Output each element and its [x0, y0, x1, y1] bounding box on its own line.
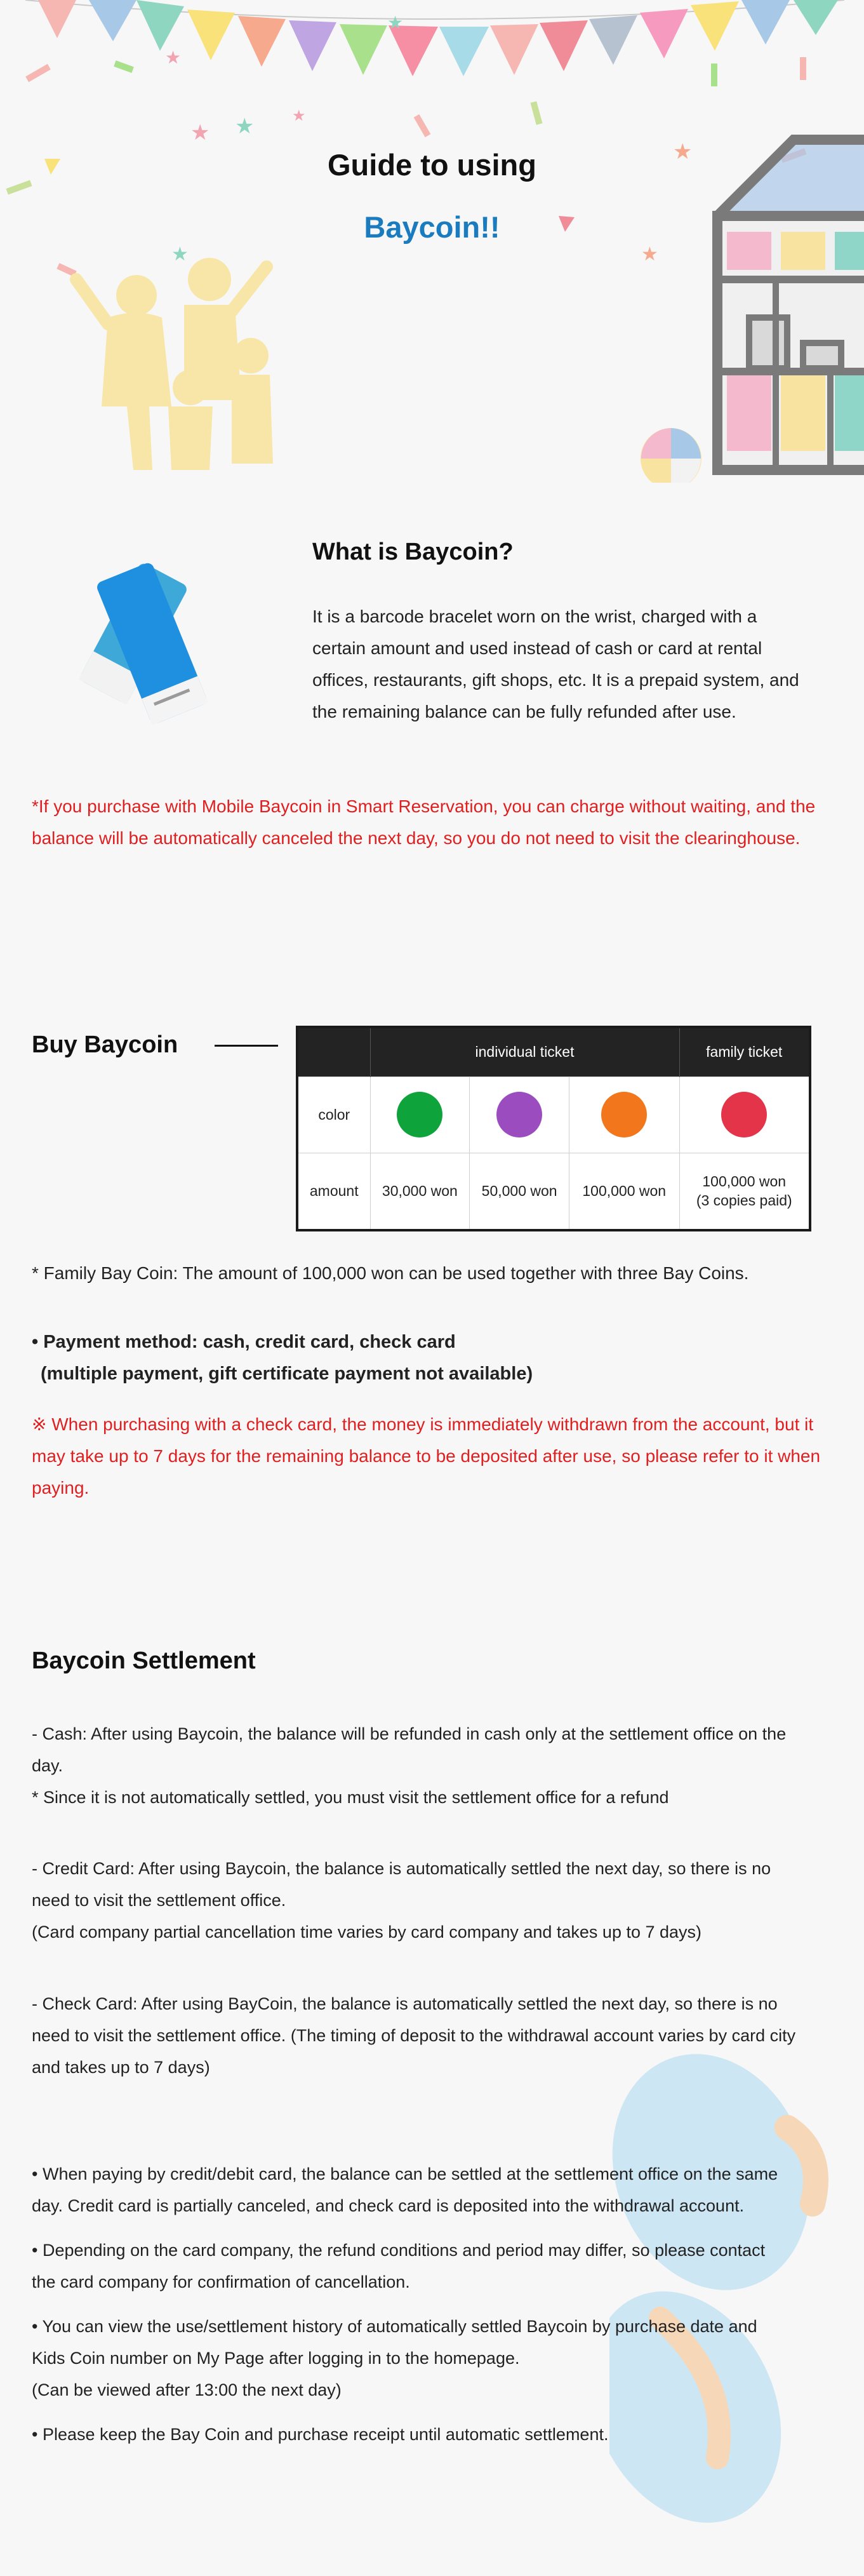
svg-text:★: ★ [641, 244, 658, 265]
settlement-check-line: - Check Card: After using BayCoin, the balance is automatically settled the next day, so there is no need to visit the settlement office. (The timing of deposit to the withdrawal account varies by card city and takes up to 7 days) [32, 1994, 796, 2077]
settlement-credit [32, 1853, 813, 1948]
settlement-title: Baycoin Settlement [32, 1647, 256, 1674]
svg-text:★: ★ [190, 121, 210, 145]
page-title: Guide to using [328, 148, 536, 182]
what-is-description: It is a barcode bracelet worn on the wrist, charged with a certain amount and used instead of cash or card at rental offices, restaurants, gift shops, etc. It is a prepaid system, and the remaining balance can be fully refunded after use. [312, 607, 799, 721]
green-dot [397, 1092, 442, 1137]
table-row-color [297, 1077, 810, 1153]
table-header-empty [297, 1027, 370, 1077]
table-header-family: family ticket [679, 1027, 810, 1077]
amount-cell: 100,000 won (3 copies paid) [679, 1153, 810, 1230]
purple-dot [496, 1092, 542, 1137]
amount-cell: 100,000 won [569, 1153, 680, 1230]
svg-text:★: ★ [171, 244, 189, 265]
what-is-title: What is Baycoin? [312, 539, 514, 565]
orange-dot [601, 1092, 647, 1137]
row-label-color: color [297, 1077, 370, 1153]
settlement-bullets [32, 2158, 794, 2463]
list-item: • You can view the use/settlement history of automatically settled Baycoin by purchase date and Kids Coin number on My Page after logging in to the homepage. [32, 2317, 757, 2368]
table-row-amount [297, 1153, 810, 1230]
amount-cell: 50,000 won [470, 1153, 569, 1230]
svg-text:★: ★ [292, 107, 306, 124]
list-item: • Depending on the card company, the refund conditions and period may differ, so please contact the card company for confirmation of cancellation. [32, 2241, 766, 2291]
check-card-note: ※ When purchasing with a check card, the money is immediately withdrawn from the account, but it may take up to 7 days for the remaining balance to be deposited after use, so please refer to it when paying. [32, 1414, 821, 1498]
red-dot [721, 1092, 767, 1137]
price-table [296, 1026, 811, 1231]
hero-banner [0, 0, 864, 483]
buy-title: Buy Baycoin [32, 1031, 178, 1058]
table-header-row [297, 1027, 810, 1077]
settlement-cash [32, 1718, 813, 1813]
row-label-amount: amount [297, 1153, 370, 1230]
settlement-credit-line: - Credit Card: After using Baycoin, the balance is automatically settled the next day, so there is no need to visit the settlement office. [32, 1859, 771, 1910]
svg-text:★: ★ [387, 13, 404, 32]
mobile-baycoin-note: *If you purchase with Mobile Baycoin in Smart Reservation, you can charge without waiting, and the balance will be automatically canceled the next day, so you do not need to visit the clearinghouse. [32, 796, 816, 848]
family-baycoin-note: * Family Bay Coin: The amount of 100,000 won can be used together with three Bay Coins. [32, 1263, 749, 1283]
list-item-note: (Can be viewed after 13:00 the next day) [32, 2380, 342, 2399]
payment-method-sub: (multiple payment, gift certificate payment not available) [41, 1364, 533, 1384]
color-cell [679, 1077, 810, 1153]
settlement-cash-line: * Since it is not automatically settled, you must visit the settlement office for a refund [32, 1788, 669, 1807]
baycoin-bracelet-image [61, 553, 251, 730]
table-header-individual: individual ticket [370, 1027, 679, 1077]
svg-text:★: ★ [673, 140, 693, 164]
list-item: • When paying by credit/debit card, the balance can be settled at the settlement office on the same day. Credit card is partially canceled, and check card is deposited into the withdrawal account. [32, 2164, 778, 2215]
settlement-check [32, 1988, 813, 2083]
page-title-brand: Baycoin!! [364, 210, 500, 244]
title-divider [215, 1045, 278, 1047]
color-cell [470, 1077, 569, 1153]
payment-method: • Payment method: cash, credit card, check card (multiple payment, gift certificate payment not available) [32, 1326, 838, 1390]
amount-cell: 30,000 won [370, 1153, 470, 1230]
color-cell [370, 1077, 470, 1153]
settlement-cash-line: - Cash: After using Baycoin, the balance will be refunded in cash only at the settlement office on the day. [32, 1724, 787, 1775]
settlement-credit-line: (Card company partial cancellation time varies by card company and takes up to 7 days) [32, 1922, 702, 1942]
svg-text:★: ★ [165, 48, 182, 67]
list-item: • Please keep the Bay Coin and purchase receipt until automatic settlement. [32, 2425, 609, 2444]
svg-text:★: ★ [235, 114, 255, 138]
color-cell [569, 1077, 680, 1153]
